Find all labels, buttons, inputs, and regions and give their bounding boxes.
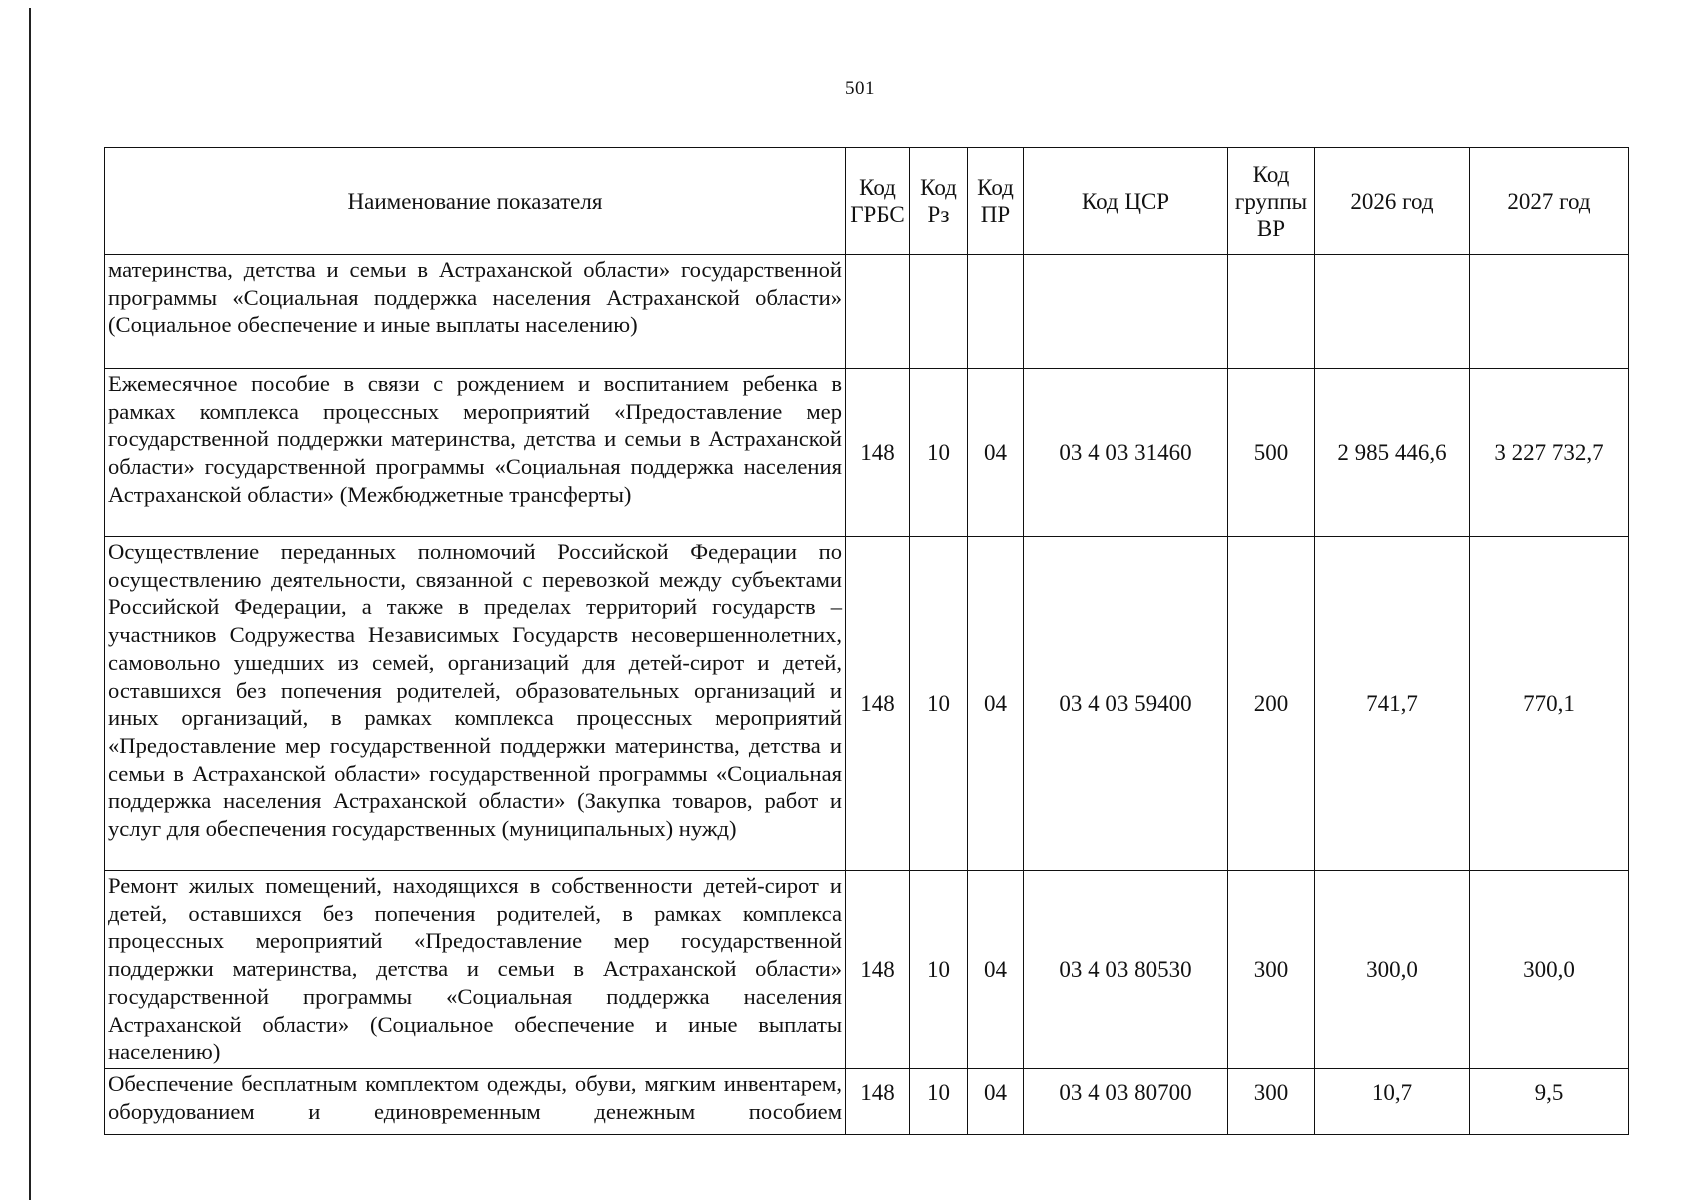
grbs-cell: [846, 255, 910, 369]
table-row: [105, 871, 1629, 1069]
row-name-cell: Осуществление переданных полномочий Российской Федерации по осуществлению деятельности, связанной с перевозкой между субъектами Российской Федерации, а также в пределах территорий государств – участников Содружества Независимых Государств несовершеннолетних, самовольно ушедших из семей, организаций для детей-сирот и детей, оставшихся без попечения родителей, образовательных организаций и иных организаций, в рамках комплекса процессных мероприятий «Предоставление мер государственной поддержки материнства, детства и семьи в Астраханской области» государственной программы «Социальная поддержка населения Астраханской области» (Закупка товаров, работ и услуг для обеспечения государственных (муниципальных) нужд): [105, 537, 846, 871]
header-grbs: Код ГРБС: [846, 148, 910, 255]
table-row: [105, 369, 1629, 537]
amount-2027-cell: 3 227 732,7: [1470, 369, 1629, 537]
amount-2026-cell: 741,7: [1315, 537, 1470, 871]
rz-cell: 10: [910, 871, 968, 1069]
csr-cell: 03 4 03 59400: [1024, 537, 1228, 871]
grbs-cell: 148: [846, 369, 910, 537]
rz-cell: 10: [910, 1069, 968, 1135]
csr-cell: 03 4 03 31460: [1024, 369, 1228, 537]
pr-cell: 04: [968, 537, 1024, 871]
vr-cell: [1228, 255, 1315, 369]
table-row: [105, 1069, 1629, 1135]
amount-2027-cell: 770,1: [1470, 537, 1629, 871]
grbs-cell: 148: [846, 1069, 910, 1135]
vr-cell: 300: [1228, 871, 1315, 1069]
pr-cell: 04: [968, 1069, 1024, 1135]
budget-table: [104, 147, 1629, 1135]
vr-cell: 300: [1228, 1069, 1315, 1135]
grbs-cell: 148: [846, 537, 910, 871]
header-csr: Код ЦСР: [1024, 148, 1228, 255]
amount-2027-cell: 9,5: [1470, 1069, 1629, 1135]
csr-cell: 03 4 03 80530: [1024, 871, 1228, 1069]
pr-cell: 04: [968, 369, 1024, 537]
amount-2026-cell: 2 985 446,6: [1315, 369, 1470, 537]
row-name-cell: материнства, детства и семьи в Астраханской области» государственной программы «Социальная поддержка населения Астраханской области» (Социальное обеспечение и иные выплаты населению): [105, 255, 846, 369]
header-pr: Код ПР: [968, 148, 1024, 255]
table-row: [105, 537, 1629, 871]
row-name-cell: Ежемесячное пособие в связи с рождением и воспитанием ребенка в рамках комплекса процессных мероприятий «Предоставление мер государственной поддержки материнства, детства и семьи в Астраханской области» государственной программы «Социальная поддержка населения Астраханской области» (Межбюджетные трансферты): [105, 369, 846, 537]
header-rz: Код Рз: [910, 148, 968, 255]
table-header-row: [105, 148, 1629, 255]
rz-cell: 10: [910, 537, 968, 871]
grbs-cell: 148: [846, 871, 910, 1069]
amount-2027-cell: [1470, 255, 1629, 369]
rz-cell: 10: [910, 369, 968, 537]
row-name-cell: Ремонт жилых помещений, находящихся в собственности детей-сирот и детей, оставшихся без попечения родителей, в рамках комплекса процессных мероприятий «Предоставление мер государственной поддержки материнства, детства и семьи в Астраханской области» государственной программы «Социальная поддержка населения Астраханской области» (Социальное обеспечение и иные выплаты населению): [105, 871, 846, 1069]
row-name-cell: Обеспечение бесплатным комплектом одежды, обуви, мягким инвентарем, оборудованием и единовременным денежным пособием: [105, 1069, 846, 1135]
page-number: 501: [845, 78, 875, 99]
vr-cell: 500: [1228, 369, 1315, 537]
pr-cell: 04: [968, 871, 1024, 1069]
binding-edge-line: [29, 8, 31, 1200]
amount-2027-cell: 300,0: [1470, 871, 1629, 1069]
csr-cell: [1024, 255, 1228, 369]
header-name: Наименование показателя: [105, 148, 846, 255]
table-row: [105, 255, 1629, 369]
pr-cell: [968, 255, 1024, 369]
header-vr: Код группы ВР: [1228, 148, 1315, 255]
amount-2026-cell: 10,7: [1315, 1069, 1470, 1135]
vr-cell: 200: [1228, 537, 1315, 871]
rz-cell: [910, 255, 968, 369]
header-2026: 2026 год: [1315, 148, 1470, 255]
amount-2026-cell: [1315, 255, 1470, 369]
amount-2026-cell: 300,0: [1315, 871, 1470, 1069]
header-2027: 2027 год: [1470, 148, 1629, 255]
csr-cell: 03 4 03 80700: [1024, 1069, 1228, 1135]
